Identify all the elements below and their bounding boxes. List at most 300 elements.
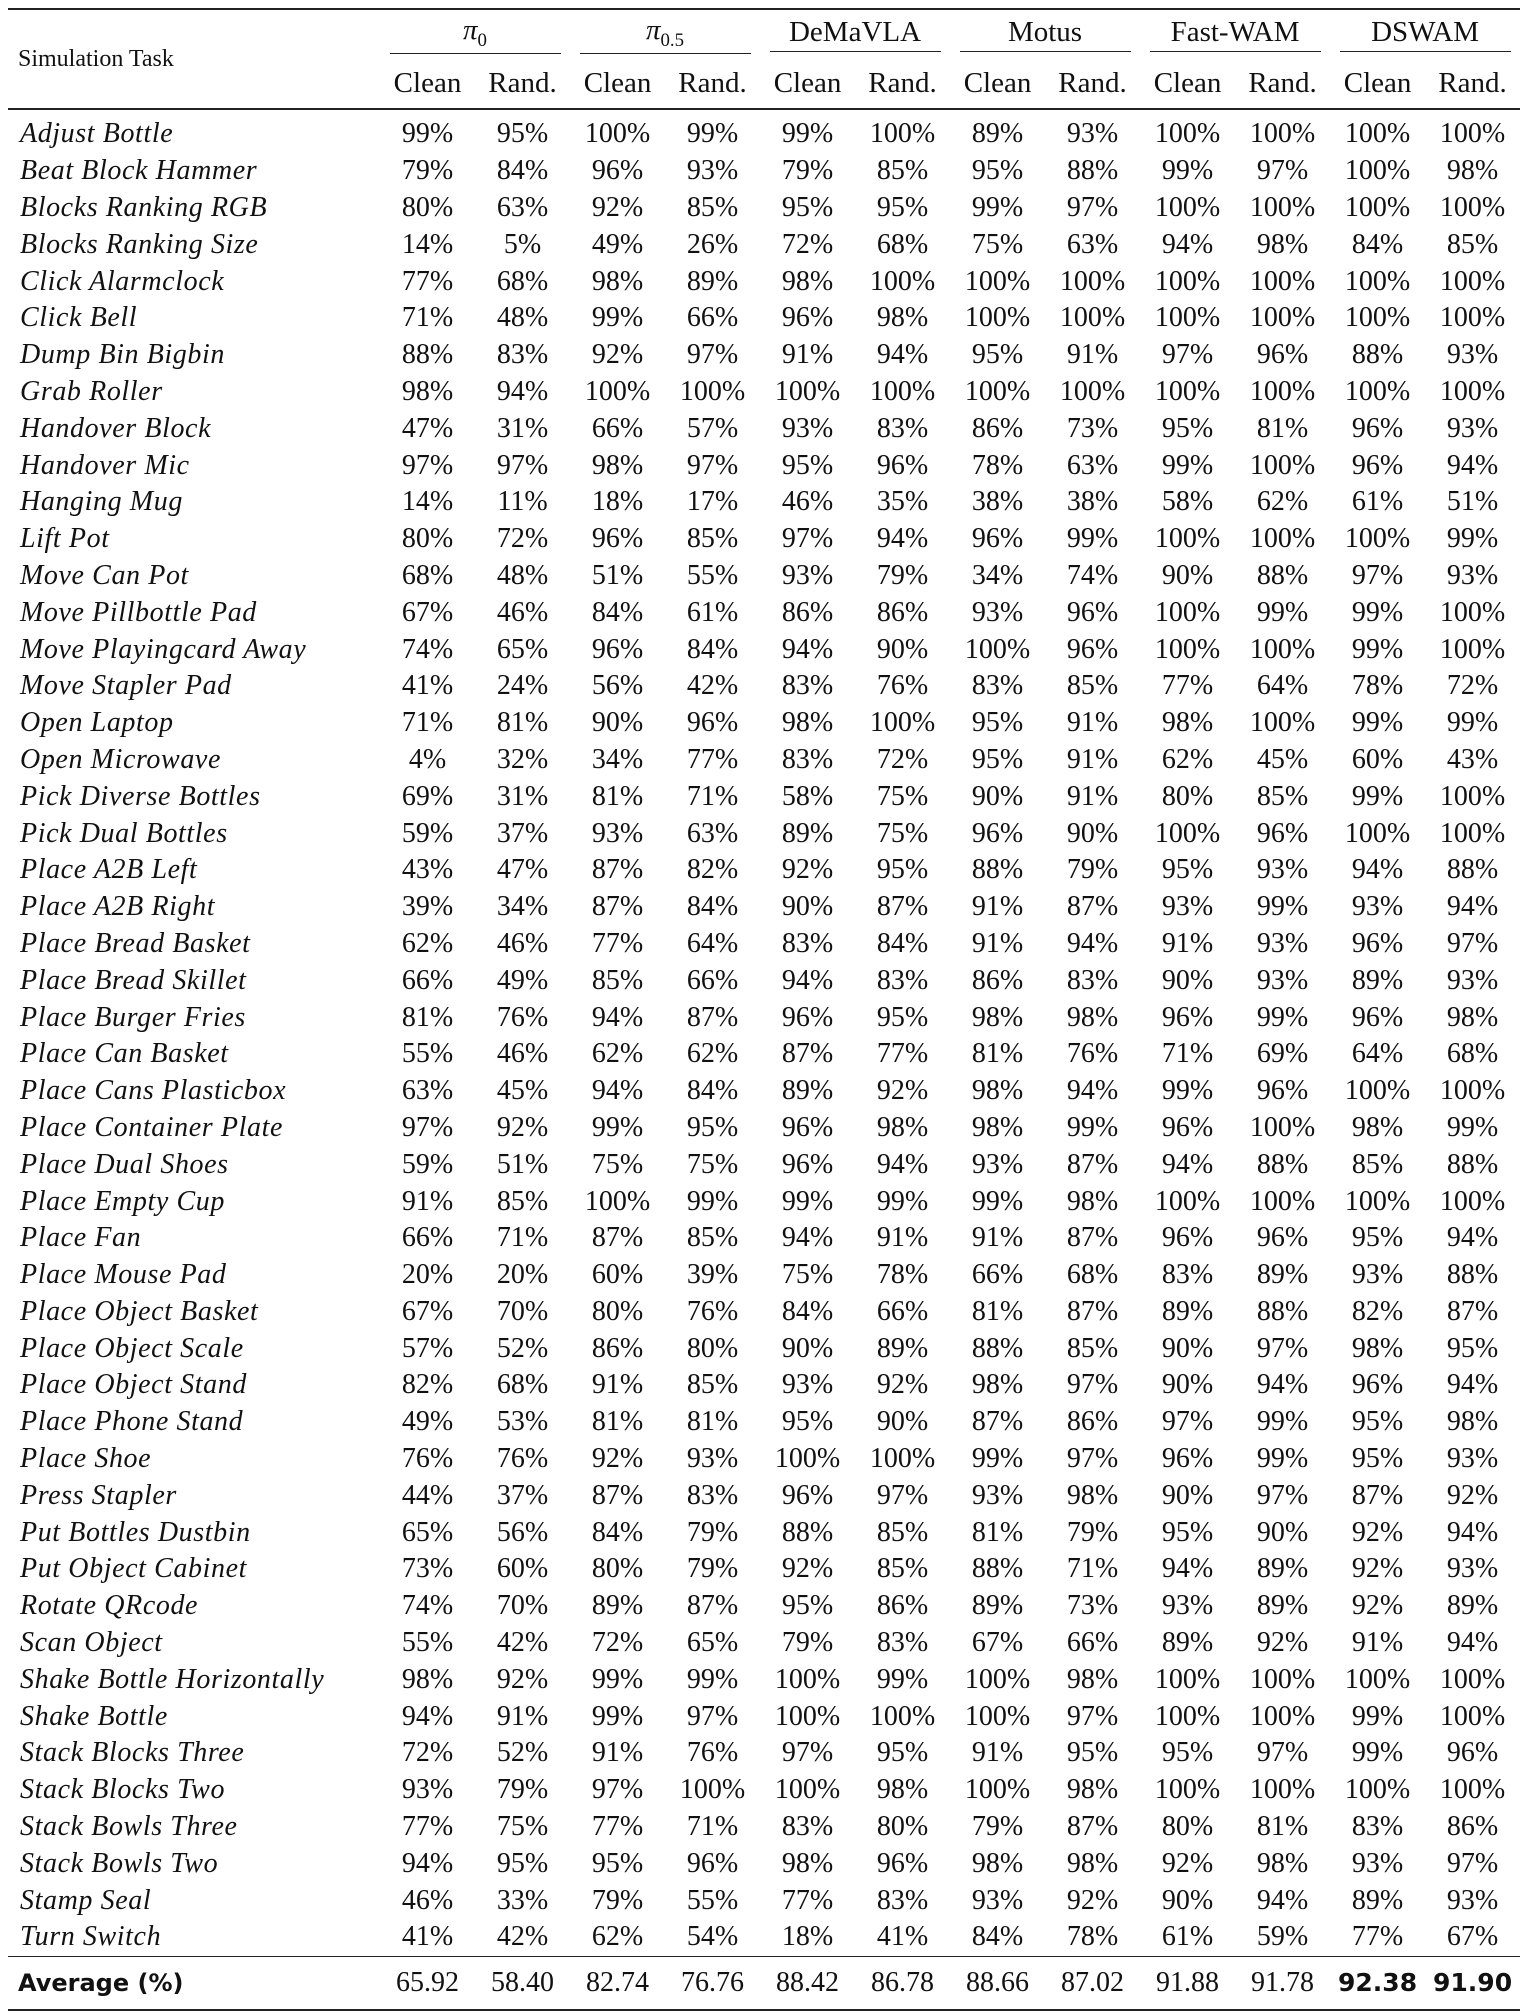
score-cell: 94% <box>1256 1369 1309 1401</box>
score-cell: 85% <box>876 1553 929 1585</box>
score-cell: 100% <box>1154 375 1221 407</box>
score-cell: 94% <box>781 964 834 996</box>
average-cell: 91.78 <box>1235 1956 1330 2010</box>
score-cell: 95% <box>781 449 834 481</box>
score-cell: 100% <box>869 375 936 407</box>
score-cell: 100% <box>964 265 1031 297</box>
score-cell: 100% <box>774 1443 841 1475</box>
score-cell: 78% <box>1066 1921 1119 1953</box>
method-name-text: Motus <box>1007 16 1083 48</box>
score-cell: 97% <box>1066 1700 1119 1732</box>
average-label: Average (%) <box>8 1956 380 2010</box>
score-cell: 100% <box>1439 817 1506 849</box>
score-cell: 86% <box>1446 1811 1499 1843</box>
score-cell: 84% <box>686 1075 739 1107</box>
score-cell: 66% <box>686 302 739 334</box>
score-cell: 95% <box>1351 1406 1404 1438</box>
task-name: Shake Bottle Horizontally <box>20 1663 325 1695</box>
score-cell: 75% <box>496 1811 549 1843</box>
task-name: Click Alarmclock <box>20 265 225 297</box>
score-cell: 100% <box>1154 1774 1221 1806</box>
score-cell: 64% <box>686 927 739 959</box>
score-cell: 88% <box>1066 155 1119 187</box>
table-row <box>8 1698 1520 1735</box>
score-cell: 92% <box>591 191 644 223</box>
score-cell: 60% <box>1351 743 1404 775</box>
score-cell: 100% <box>1249 707 1316 739</box>
score-cell: 94% <box>401 1847 454 1879</box>
score-cell: 100% <box>964 1663 1031 1695</box>
task-name: Stack Bowls Three <box>20 1811 238 1843</box>
score-cell: 100% <box>1344 523 1411 555</box>
score-cell: 100% <box>1059 375 1126 407</box>
score-cell: 93% <box>401 1774 454 1806</box>
score-cell: 59% <box>1256 1921 1309 1953</box>
score-cell: 85% <box>1351 1148 1404 1180</box>
score-cell: 92% <box>1351 1553 1404 1585</box>
score-cell: 49% <box>496 964 549 996</box>
task-name: Place Bread Basket <box>20 927 251 959</box>
score-cell: 98% <box>971 1369 1024 1401</box>
score-cell: 93% <box>1446 412 1499 444</box>
table-row <box>8 778 1520 815</box>
table-row <box>8 742 1520 779</box>
score-cell: 100% <box>1154 302 1221 334</box>
table-row <box>8 1073 1520 1110</box>
score-cell: 99% <box>686 1185 739 1217</box>
score-cell: 100% <box>1154 817 1221 849</box>
score-cell: 79% <box>591 1884 644 1916</box>
score-cell: 95% <box>876 854 929 886</box>
table-row <box>8 1882 1520 1919</box>
task-name: Lift Pot <box>20 523 110 555</box>
score-cell: 18% <box>591 486 644 518</box>
score-cell: 96% <box>1256 1075 1309 1107</box>
table-row <box>8 226 1520 263</box>
score-cell: 93% <box>1161 891 1214 923</box>
score-cell: 69% <box>1256 1038 1309 1070</box>
score-cell: 87% <box>971 1406 1024 1438</box>
average-cell: 58.40 <box>475 1956 570 2010</box>
score-cell: 94% <box>1446 1369 1499 1401</box>
table-row <box>8 410 1520 447</box>
task-name: Open Microwave <box>20 743 221 775</box>
score-cell: 91% <box>1066 339 1119 371</box>
table-row <box>8 631 1520 668</box>
score-cell: 90% <box>1066 817 1119 849</box>
score-cell: 97% <box>1161 1406 1214 1438</box>
task-name: Stack Blocks Two <box>20 1774 226 1806</box>
score-cell: 94% <box>876 523 929 555</box>
score-cell: 96% <box>591 523 644 555</box>
score-cell: 85% <box>686 1369 739 1401</box>
score-cell: 93% <box>781 1369 834 1401</box>
score-cell: 99% <box>1351 780 1404 812</box>
score-cell: 71% <box>1066 1553 1119 1585</box>
score-cell: 65% <box>401 1516 454 1548</box>
score-cell: 98% <box>401 1663 454 1695</box>
score-cell: 85% <box>686 191 739 223</box>
score-cell: 92% <box>781 854 834 886</box>
score-cell: 87% <box>686 1590 739 1622</box>
score-cell: 43% <box>401 854 454 886</box>
score-cell: 20% <box>401 1259 454 1291</box>
score-cell: 98% <box>1446 155 1499 187</box>
score-cell: 90% <box>876 1406 929 1438</box>
score-cell: 93% <box>781 559 834 591</box>
task-name: Place A2B Left <box>20 854 198 886</box>
task-name: Open Laptop <box>20 707 174 739</box>
score-cell: 98% <box>781 707 834 739</box>
score-cell: 93% <box>971 596 1024 628</box>
score-cell: 96% <box>876 1847 929 1879</box>
score-cell: 94% <box>876 1148 929 1180</box>
score-cell: 91% <box>781 339 834 371</box>
score-cell: 95% <box>686 1111 739 1143</box>
score-cell: 98% <box>1066 1847 1119 1879</box>
score-cell: 99% <box>1351 707 1404 739</box>
score-cell: 91% <box>591 1369 644 1401</box>
table-row <box>8 1110 1520 1147</box>
task-name: Put Object Cabinet <box>20 1553 247 1585</box>
score-cell: 73% <box>1066 1590 1119 1622</box>
score-cell: 100% <box>1154 1185 1221 1217</box>
score-cell: 100% <box>1439 596 1506 628</box>
score-cell: 32% <box>496 743 549 775</box>
score-cell: 93% <box>1351 891 1404 923</box>
score-cell: 100% <box>1439 302 1506 334</box>
score-cell: 76% <box>496 1001 549 1033</box>
score-cell: 93% <box>1446 1884 1499 1916</box>
score-cell: 86% <box>971 412 1024 444</box>
score-cell: 77% <box>686 743 739 775</box>
score-cell: 98% <box>1351 1332 1404 1364</box>
score-cell: 99% <box>1351 1737 1404 1769</box>
task-name: Dump Bin Bigbin <box>20 339 225 371</box>
score-cell: 100% <box>1439 191 1506 223</box>
score-cell: 85% <box>876 155 929 187</box>
task-column-header: Simulation Task <box>8 9 380 109</box>
score-cell: 84% <box>496 155 549 187</box>
score-cell: 95% <box>1161 854 1214 886</box>
score-cell: 96% <box>781 1479 834 1511</box>
score-cell: 14% <box>401 486 454 518</box>
score-cell: 94% <box>876 339 929 371</box>
table-row <box>8 1404 1520 1441</box>
table-row <box>8 153 1520 190</box>
score-cell: 77% <box>401 1811 454 1843</box>
score-cell: 99% <box>876 1663 929 1695</box>
score-cell: 92% <box>496 1111 549 1143</box>
score-cell: 90% <box>591 707 644 739</box>
score-cell: 84% <box>686 633 739 665</box>
score-cell: 95% <box>876 1001 929 1033</box>
score-cell: 96% <box>686 1847 739 1879</box>
score-cell: 43% <box>1446 743 1499 775</box>
score-cell: 63% <box>1066 449 1119 481</box>
score-cell: 83% <box>781 670 834 702</box>
score-cell: 75% <box>876 780 929 812</box>
score-cell: 100% <box>1249 633 1316 665</box>
score-cell: 95% <box>781 1406 834 1438</box>
score-cell: 95% <box>971 339 1024 371</box>
score-cell: 83% <box>496 339 549 371</box>
score-cell: 77% <box>1161 670 1214 702</box>
score-cell: 71% <box>1161 1038 1214 1070</box>
average-cell: 88.42 <box>760 1956 855 2010</box>
task-name: Pick Dual Bottles <box>20 817 228 849</box>
clean-subheader: Clean <box>393 66 462 99</box>
score-cell: 71% <box>686 1811 739 1843</box>
score-cell: 99% <box>971 1185 1024 1217</box>
score-cell: 96% <box>781 1148 834 1180</box>
score-cell: 100% <box>1249 1774 1316 1806</box>
score-cell: 99% <box>401 118 454 150</box>
score-cell: 100% <box>1344 1774 1411 1806</box>
task-name: Press Stapler <box>20 1479 177 1511</box>
table-row <box>8 889 1520 926</box>
task-name: Place A2B Right <box>20 891 216 923</box>
score-cell: 82% <box>401 1369 454 1401</box>
score-cell: 100% <box>1249 375 1316 407</box>
score-cell: 90% <box>1256 1516 1309 1548</box>
score-cell: 96% <box>1161 1001 1214 1033</box>
score-cell: 14% <box>401 228 454 260</box>
score-cell: 85% <box>1066 670 1119 702</box>
results-table-container <box>8 8 1520 2011</box>
score-cell: 94% <box>781 1222 834 1254</box>
score-cell: 86% <box>781 596 834 628</box>
score-cell: 69% <box>401 780 454 812</box>
score-cell: 98% <box>1256 228 1309 260</box>
score-cell: 52% <box>496 1332 549 1364</box>
score-cell: 47% <box>496 854 549 886</box>
average-cell: 91.90 <box>1425 1956 1520 2010</box>
score-cell: 100% <box>964 375 1031 407</box>
score-cell: 84% <box>591 1516 644 1548</box>
table-row <box>8 447 1520 484</box>
score-cell: 68% <box>1446 1038 1499 1070</box>
score-cell: 100% <box>584 375 651 407</box>
score-cell: 46% <box>496 927 549 959</box>
score-cell: 34% <box>496 891 549 923</box>
score-cell: 86% <box>971 964 1024 996</box>
score-cell: 83% <box>1066 964 1119 996</box>
score-cell: 81% <box>686 1406 739 1438</box>
score-cell: 76% <box>686 1737 739 1769</box>
score-cell: 72% <box>1446 670 1499 702</box>
score-cell: 66% <box>401 1222 454 1254</box>
method-name-text: Fast-WAM <box>1170 16 1300 48</box>
task-name: Blocks Ranking Size <box>20 228 259 260</box>
average-cell: 87.02 <box>1045 1956 1140 2010</box>
average-cell: 65.92 <box>380 1956 475 2010</box>
score-cell: 81% <box>971 1295 1024 1327</box>
score-cell: 63% <box>401 1075 454 1107</box>
score-cell: 98% <box>591 449 644 481</box>
score-cell: 90% <box>781 891 834 923</box>
score-cell: 98% <box>971 1075 1024 1107</box>
score-cell: 99% <box>971 1443 1024 1475</box>
score-cell: 60% <box>496 1553 549 1585</box>
score-cell: 42% <box>496 1627 549 1659</box>
table-body <box>8 109 1520 1956</box>
score-cell: 37% <box>496 1479 549 1511</box>
score-cell: 11% <box>497 486 548 518</box>
method-header <box>380 9 570 58</box>
task-name: Stack Bowls Two <box>20 1847 219 1879</box>
score-cell: 95% <box>1161 1516 1214 1548</box>
score-cell: 96% <box>591 633 644 665</box>
average-cell: 92.38 <box>1330 1956 1425 2010</box>
rand-subheader: Rand. <box>1248 66 1317 99</box>
score-cell: 100% <box>1439 1185 1506 1217</box>
score-cell: 80% <box>686 1332 739 1364</box>
score-cell: 87% <box>1066 1295 1119 1327</box>
score-cell: 66% <box>1066 1627 1119 1659</box>
score-cell: 100% <box>1249 523 1316 555</box>
task-name: Beat Block Hammer <box>20 155 258 187</box>
task-name: Click Bell <box>20 302 138 334</box>
score-cell: 78% <box>876 1259 929 1291</box>
table-row <box>8 1183 1520 1220</box>
score-cell: 90% <box>1161 964 1214 996</box>
score-cell: 37% <box>496 817 549 849</box>
average-cell: 82.74 <box>570 1956 665 2010</box>
score-cell: 91% <box>1066 743 1119 775</box>
score-cell: 20% <box>496 1259 549 1291</box>
score-cell: 81% <box>591 1406 644 1438</box>
score-cell: 95% <box>496 118 549 150</box>
score-cell: 85% <box>1446 228 1499 260</box>
score-cell: 97% <box>496 449 549 481</box>
task-name: Scan Object <box>20 1627 163 1659</box>
score-cell: 100% <box>1249 1663 1316 1695</box>
score-cell: 97% <box>686 449 739 481</box>
score-cell: 53% <box>496 1406 549 1438</box>
score-cell: 87% <box>591 1479 644 1511</box>
clean-subheader: Clean <box>583 66 652 99</box>
task-name: Move Pillbottle Pad <box>20 596 257 628</box>
task-name: Place Cans Plasticbox <box>20 1075 287 1107</box>
score-cell: 39% <box>686 1259 739 1291</box>
score-cell: 88% <box>971 1332 1024 1364</box>
score-cell: 84% <box>591 596 644 628</box>
table-row <box>8 1220 1520 1257</box>
table-row <box>8 1551 1520 1588</box>
score-cell: 100% <box>1249 1185 1316 1217</box>
score-cell: 99% <box>1256 1443 1309 1475</box>
score-cell: 100% <box>1344 118 1411 150</box>
score-cell: 100% <box>1344 1185 1411 1217</box>
score-cell: 83% <box>781 1811 834 1843</box>
score-cell: 100% <box>964 302 1031 334</box>
score-cell: 83% <box>781 927 834 959</box>
score-cell: 63% <box>1066 228 1119 260</box>
score-cell: 51% <box>591 559 644 591</box>
score-cell: 99% <box>1066 1111 1119 1143</box>
score-cell: 90% <box>1161 1332 1214 1364</box>
score-cell: 95% <box>1161 1737 1214 1769</box>
score-cell: 34% <box>591 743 644 775</box>
score-cell: 100% <box>1059 302 1126 334</box>
score-cell: 97% <box>781 1737 834 1769</box>
score-cell: 99% <box>1351 1700 1404 1732</box>
score-cell: 76% <box>1066 1038 1119 1070</box>
score-cell: 45% <box>1256 743 1309 775</box>
table-row <box>8 190 1520 227</box>
score-cell: 87% <box>591 854 644 886</box>
task-name: Move Can Pot <box>20 559 189 591</box>
score-cell: 80% <box>1161 780 1214 812</box>
score-cell: 98% <box>1066 1479 1119 1511</box>
score-cell: 93% <box>591 817 644 849</box>
score-cell: 99% <box>1446 523 1499 555</box>
score-cell: 46% <box>401 1884 454 1916</box>
score-cell: 100% <box>964 1700 1031 1732</box>
score-cell: 76% <box>496 1443 549 1475</box>
score-cell: 95% <box>1066 1737 1119 1769</box>
score-cell: 44% <box>401 1479 454 1511</box>
score-cell: 92% <box>1256 1627 1309 1659</box>
table-footer <box>8 1956 1520 2010</box>
score-cell: 92% <box>1446 1479 1499 1511</box>
score-cell: 99% <box>1161 155 1214 187</box>
score-cell: 97% <box>401 1111 454 1143</box>
score-cell: 75% <box>686 1148 739 1180</box>
score-cell: 88% <box>1351 339 1404 371</box>
method-subscript: 0.5 <box>660 29 685 51</box>
score-cell: 81% <box>971 1038 1024 1070</box>
score-cell: 100% <box>1249 302 1316 334</box>
score-cell: 91% <box>1066 780 1119 812</box>
score-cell: 84% <box>876 927 929 959</box>
score-cell: 89% <box>1351 1884 1404 1916</box>
score-cell: 75% <box>971 228 1024 260</box>
score-cell: 91% <box>971 927 1024 959</box>
rand-subheader: Rand. <box>1438 66 1507 99</box>
score-cell: 90% <box>1161 559 1214 591</box>
score-cell: 49% <box>591 228 644 260</box>
score-cell: 83% <box>876 1627 929 1659</box>
table-row <box>8 1257 1520 1294</box>
score-cell: 88% <box>401 339 454 371</box>
score-cell: 93% <box>1256 854 1309 886</box>
score-cell: 98% <box>401 375 454 407</box>
method-header <box>760 9 950 58</box>
score-cell: 41% <box>401 1921 454 1953</box>
score-cell: 79% <box>496 1774 549 1806</box>
score-cell: 68% <box>496 1369 549 1401</box>
table-row <box>8 1477 1520 1514</box>
score-cell: 80% <box>401 191 454 223</box>
score-cell: 88% <box>1256 1295 1309 1327</box>
score-cell: 55% <box>401 1038 454 1070</box>
score-cell: 87% <box>591 891 644 923</box>
score-cell: 93% <box>686 1443 739 1475</box>
score-cell: 86% <box>876 596 929 628</box>
score-cell: 93% <box>1351 1259 1404 1291</box>
score-cell: 83% <box>876 1884 929 1916</box>
score-cell: 80% <box>401 523 454 555</box>
score-cell: 96% <box>971 817 1024 849</box>
score-cell: 87% <box>1066 1811 1119 1843</box>
score-cell: 85% <box>591 964 644 996</box>
score-cell: 76% <box>401 1443 454 1475</box>
method-name-text: DeMaVLA <box>788 16 922 48</box>
score-cell: 98% <box>1446 1001 1499 1033</box>
table-row <box>8 668 1520 705</box>
